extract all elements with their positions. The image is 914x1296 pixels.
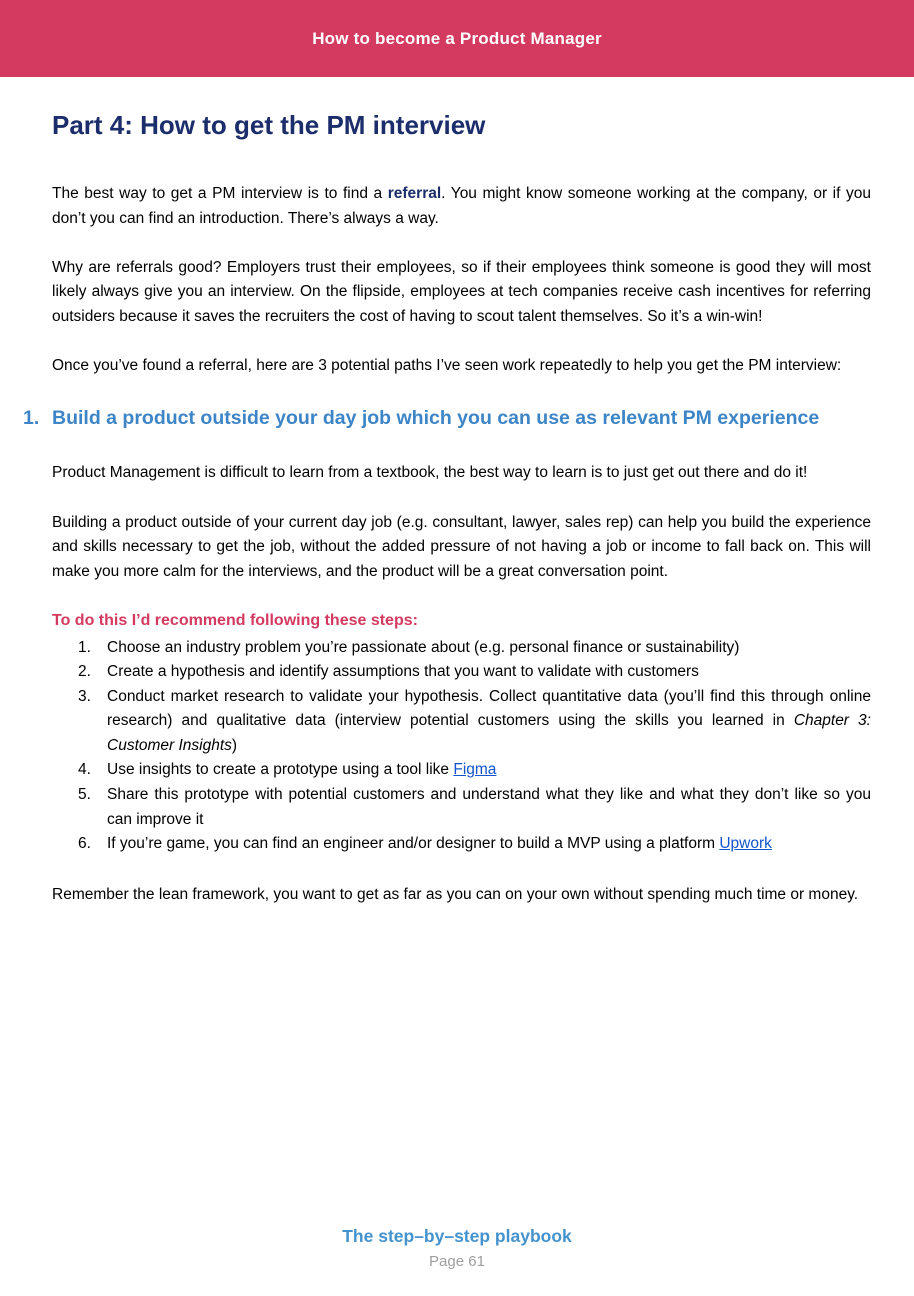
paragraph-three-paths: Once you’ve found a referral, here are 3 potential paths I’ve seen work repeatedly to help you get the PM interview: bbox=[52, 357, 842, 375]
paragraph-why-referrals: Why are referrals good? Employers trust their employees, so if their employees think someone is good they will most likely always give you an interview. On the flipside, employees at tech companies receive cash incentives for referring outsiders because it saves the recruiters the cost of having to scout talent themselves. So it’s a win-win! bbox=[52, 258, 871, 325]
step-text: Share this prototype with potential customers and understand what they like and what they don’t like so you can improve it bbox=[107, 786, 871, 828]
list-item bbox=[52, 636, 871, 661]
chapter-3-reference: Chapter 3: Customer Insights bbox=[107, 712, 871, 754]
referral-bold-text: referral bbox=[387, 185, 442, 202]
section-1-number: 1. bbox=[23, 407, 40, 430]
list-item bbox=[52, 783, 871, 832]
step-number: 3. bbox=[78, 687, 91, 705]
book-title: How to become a Product Manager bbox=[312, 28, 602, 48]
step-number: 4. bbox=[78, 761, 91, 779]
list-item bbox=[52, 660, 871, 685]
step-number: 1. bbox=[78, 638, 91, 656]
step-number: 5. bbox=[78, 786, 91, 804]
paragraph-textbook: Product Management is difficult to learn from a textbook, the best way to learn is to just get out there and do it! bbox=[52, 464, 808, 482]
list-item bbox=[52, 832, 871, 857]
step-text: Choose an industry problem you’re passionate about (e.g. personal finance or sustainability) bbox=[107, 638, 740, 656]
step-3-post: ) bbox=[231, 736, 238, 754]
page-number: Page 61 bbox=[429, 1253, 485, 1270]
page-footer bbox=[0, 1224, 914, 1272]
step-number: 2. bbox=[78, 663, 91, 681]
step-text bbox=[107, 832, 871, 857]
section-1-heading bbox=[23, 403, 871, 433]
figma-link[interactable]: Figma bbox=[453, 761, 497, 779]
paragraph-referral bbox=[52, 182, 871, 231]
step-4-pre: Use insights to create a prototype using a tool like bbox=[107, 761, 454, 779]
paragraph-referral-post: . You might know someone working at the company, or if you don’t you can find an introduction. There’s always a way. bbox=[52, 185, 872, 227]
paragraph-building-product: Building a product outside of your current day job (e.g. consultant, lawyer, sales rep) can help you build the experience and skills necessary to get the job, without the added pressure of not having a job or income to fall back on. This will make you more calm for the interviews, and the product will be a great conversation point. bbox=[52, 513, 871, 580]
footer-tagline: The step–by–step playbook bbox=[342, 1226, 572, 1246]
section-1-title: Build a product outside your day job which you can use as relevant PM experience bbox=[52, 407, 820, 430]
list-item bbox=[52, 758, 871, 783]
step-3-pre: Conduct market research to validate your hypothesis. Collect quantitative data (you’ll find this through online research) and qualitative data (interview potential customers using the skills you learned in bbox=[107, 687, 871, 730]
step-text bbox=[107, 685, 871, 759]
page-header-bar bbox=[0, 0, 914, 77]
upwork-link[interactable]: Upwork bbox=[719, 835, 772, 853]
step-number: 6. bbox=[78, 835, 91, 853]
steps-list bbox=[52, 636, 871, 857]
page-title: Part 4: How to get the PM interview bbox=[52, 110, 486, 140]
step-6-pre: If you’re game, you can find an engineer and/or designer to build a MVP using a platform bbox=[107, 835, 720, 853]
list-item bbox=[52, 685, 871, 759]
step-text bbox=[107, 758, 871, 783]
steps-intro-heading: To do this I’d recommend following these steps: bbox=[52, 611, 418, 629]
paragraph-referral-pre: The best way to get a PM interview is to find a bbox=[52, 185, 388, 202]
page-content bbox=[0, 108, 914, 907]
paragraph-lean-framework: Remember the lean framework, you want to get as far as you can on your own without spending much time or money. bbox=[52, 885, 859, 903]
step-text: Create a hypothesis and identify assumptions that you want to validate with customers bbox=[107, 663, 699, 681]
